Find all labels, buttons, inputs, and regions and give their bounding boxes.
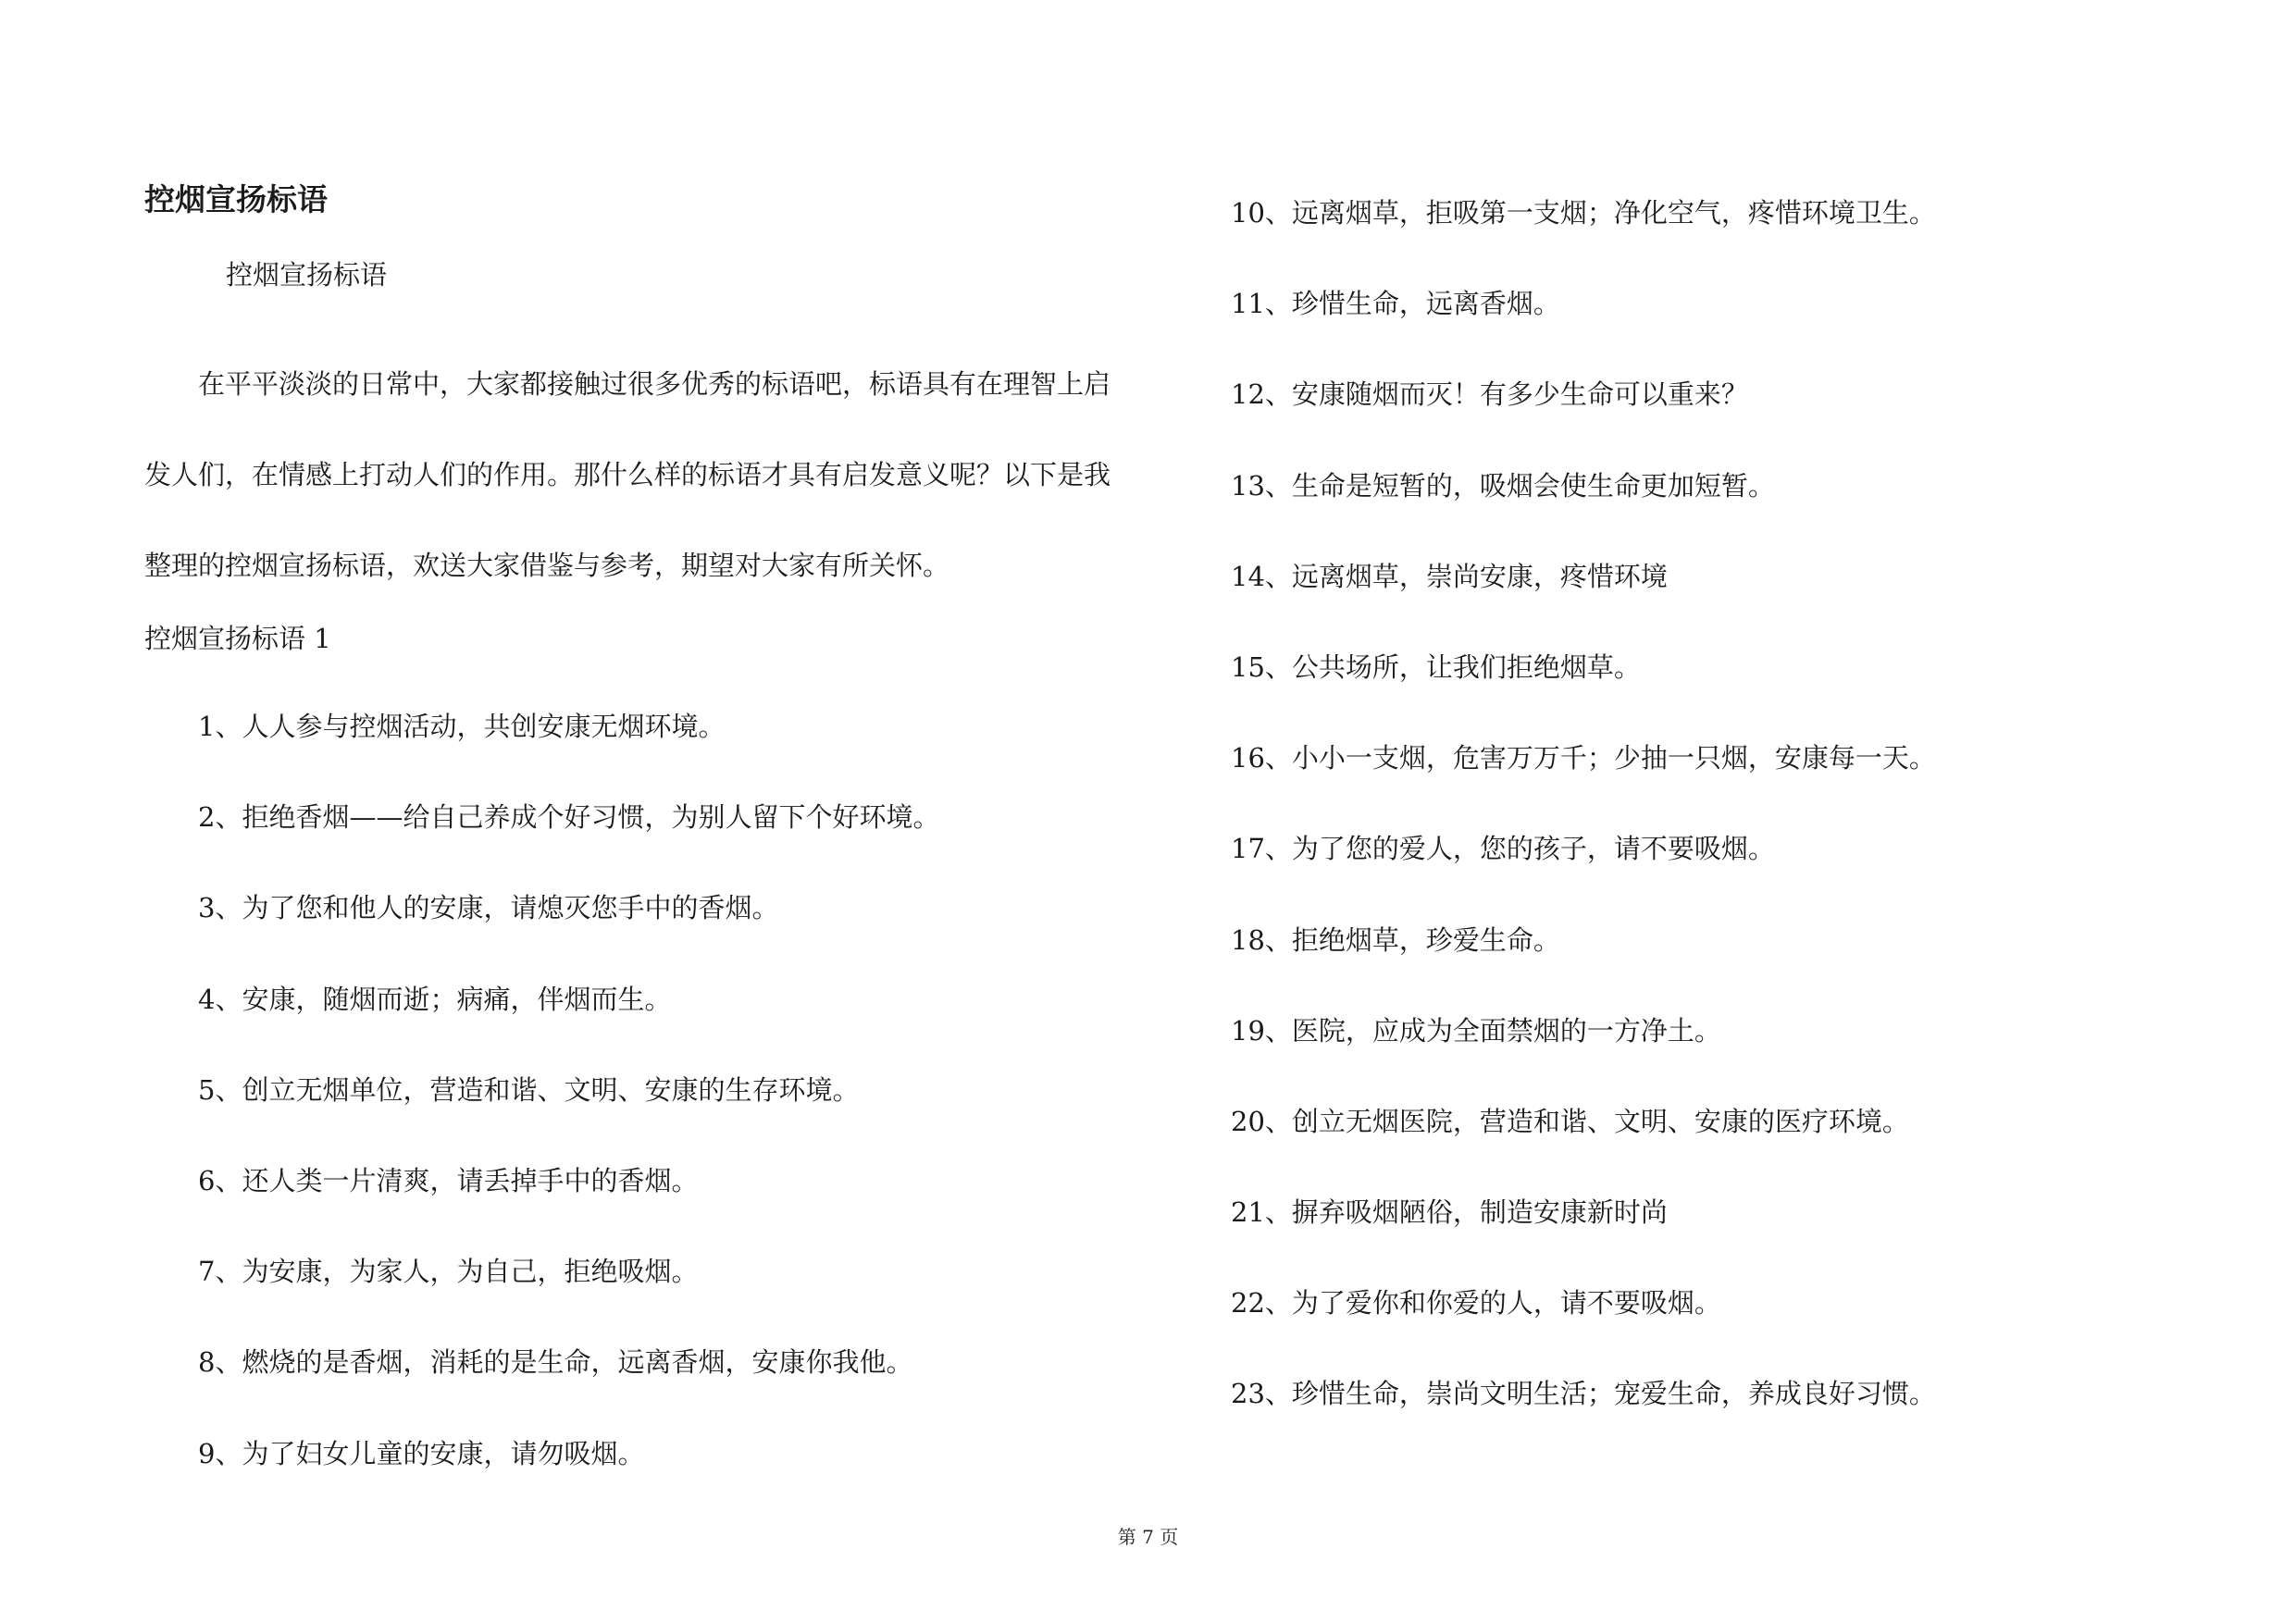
slogan-item: 11、珍惜生命，远离香烟。	[1231, 288, 1560, 320]
slogan-item: 18、拒绝烟草，珍爱生命。	[1231, 923, 1560, 956]
slogan-item: 21、摒弃吸烟陋俗，制造安康新时尚	[1231, 1196, 1668, 1229]
slogan-item: 22、为了爱你和你爱的人，请不要吸烟。	[1231, 1287, 1721, 1319]
slogan-item: 19、医院，应成为全面禁烟的一方净土。	[1231, 1014, 1721, 1047]
slogan-item: 23、珍惜生命，崇尚文明生活；宠爱生命，养成良好习惯。	[1231, 1378, 1936, 1410]
slogan-item: 4、安康，随烟而逝；病痛，伴烟而生。	[198, 983, 672, 1015]
slogan-item: 20、创立无烟医院，营造和谐、文明、安康的医疗环境。	[1231, 1105, 1909, 1137]
page-title: 控烟宣扬标语	[144, 181, 328, 217]
slogan-item: 7、为安康，为家人，为自己，拒绝吸烟。	[198, 1256, 699, 1288]
subtitle: 控烟宣扬标语	[226, 259, 388, 291]
slogan-item: 15、公共场所，让我们拒绝烟草。	[1231, 650, 1641, 683]
slogan-item: 13、生命是短暂的，吸烟会使生命更加短暂。	[1231, 469, 1775, 502]
slogan-item: 17、为了您的爱人，您的孩子，请不要吸烟。	[1231, 833, 1775, 865]
slogan-item: 2、拒绝香烟——给自己养成个好习惯，为别人留下个好环境。	[198, 801, 940, 834]
slogan-list-left	[198, 708, 939, 1526]
slogan-item: 3、为了您和他人的安康，请熄灭您手中的香烟。	[198, 892, 779, 924]
page-number: 第 7 页	[1117, 1526, 1179, 1548]
slogan-item: 16、小小一支烟，危害万万千；少抽一只烟，安康每一天。	[1231, 742, 1936, 774]
slogan-item: 6、还人类一片清爽，请丢掉手中的香烟。	[198, 1164, 699, 1196]
slogan-list-right	[1231, 194, 1936, 1467]
slogan-item: 8、燃烧的是香烟，消耗的是生命，远离香烟，安康你我他。	[198, 1346, 913, 1379]
intro-paragraph: 在平平淡淡的日常中，大家都接触过很多优秀的标语吧，标语具有在理智上启发人们，在情感上打动人们的作用。那什么样的标语才具有启发意义呢？以下是我整理的控烟宣扬标语，欢送大家借鉴与参考，期望对大家有所关怀。	[144, 368, 1111, 581]
slogan-item: 12、安康随烟而灭！有多少生命可以重来？	[1231, 378, 1748, 411]
slogan-item: 9、为了妇女儿童的安康，请勿吸烟。	[198, 1437, 645, 1469]
slogan-item: 1、人人参与控烟活动，共创安康无烟环境。	[198, 711, 726, 742]
slogan-item: 14、远离烟草，崇尚安康，疼惜环境	[1231, 560, 1668, 592]
section-heading: 控烟宣扬标语 1	[144, 623, 331, 654]
slogan-item: 5、创立无烟单位，营造和谐、文明、安康的生存环境。	[198, 1073, 860, 1106]
slogan-item: 10、远离烟草，拒吸第一支烟；净化空气，疼惜环境卫生。	[1231, 197, 1936, 229]
